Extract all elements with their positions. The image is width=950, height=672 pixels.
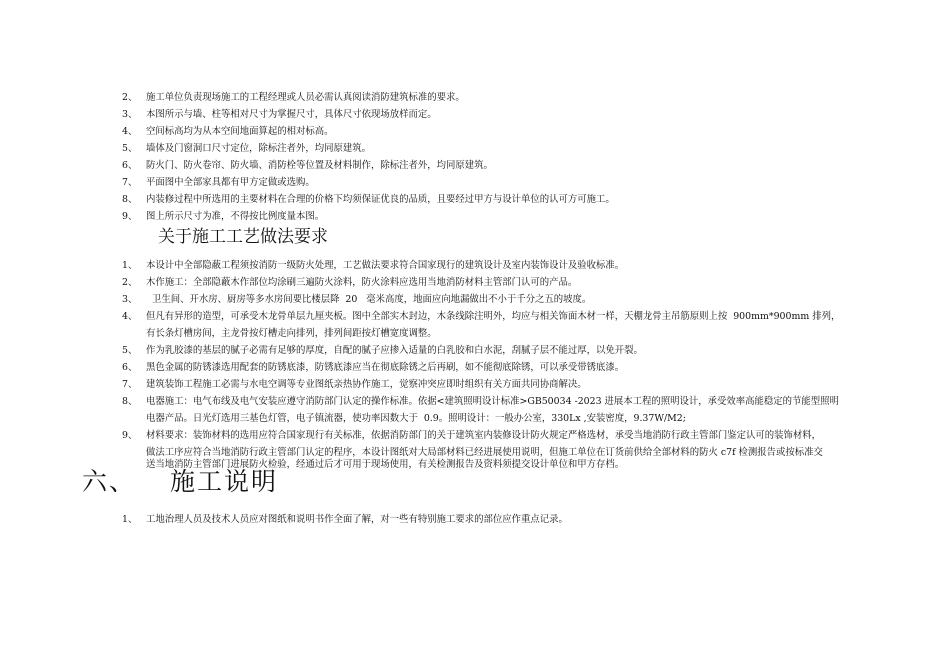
item-text: 但凡有异形的造型，可承受木龙骨单层九厘夹板。图中全部实木封边，木条线除注明外，均应与相关饰面木材一样，天棚龙骨主吊筋原则上按 900mm*900mm 排列， (146, 311, 841, 322)
item-text: 卫生间、开水房、厨房等多水房间要比楼层降 20 毫米高度，地面应向地漏做出不小于千分之五的坡度。 (146, 294, 592, 305)
item-number: 2、 (122, 92, 138, 103)
item-text: 施工单位负责现场施工的工程经理或人员必需认真阅读消防建筑标准的要求。 (146, 92, 465, 103)
item-text: 工地治理人员及技术人员应对图纸和说明书作全面了解，对一些有特别施工要求的部位应作重点记录。 (146, 514, 568, 525)
item-number: 7、 (122, 177, 138, 188)
item-number: 6、 (122, 160, 138, 171)
item-text: 作为乳胶漆的基层的腻子必需有足够的厚度，自配的腻子应掺入适量的白乳胶和白水泥，刮腻子层不能过厚，以免开裂。 (146, 345, 643, 356)
item-text: 墙体及门窗洞口尺寸定位，除标注者外，均同原建筑。 (146, 143, 372, 154)
item-number: 1、 (122, 260, 138, 271)
item-text: 木作施工：全部隐蔽木作部位均涂刷三遍防火涂料，防火涂料应选用当地消防材料主管部门认可的产品。 (146, 277, 578, 288)
item-number: 9、 (122, 211, 138, 222)
item-text: 平面图中全部家具都有甲方定做或选购。 (146, 177, 315, 188)
item-text: 空间标高均为从本空间地面算起的相对标高。 (146, 126, 334, 137)
item-text-continuation: 做法工序应符合当地消防行政主管部门认定的程序，本设计图纸对大局部材料已经进展使用说明，但施工单位在订货前供给全部材料的防火 c7f 检测报告或按标准交 (146, 447, 823, 458)
item-text: 内装修过程中所选用的主要材料在合理的价格下均须保证优良的品质，且要经过甲方与设计单位的认可方可施工。 (146, 194, 615, 205)
item-number: 3、 (122, 294, 138, 305)
item-number: 8、 (122, 396, 138, 407)
item-number: 7、 (122, 379, 138, 390)
item-number: 3、 (122, 109, 138, 120)
item-text-continuation: 送当地消防主管部门进展防火检验，经通过后才可用于现场使用，有关检测报告及资料须提交设计单位和甲方存档。 (146, 459, 625, 470)
item-number: 8、 (122, 194, 138, 205)
item-text: 黑色金属的防锈漆选用配套的防锈底漆，防锈底漆应当在彻底除锈之后再刷，如不能彻底除锈，可以承受带锈底漆。 (146, 362, 625, 373)
item-number: 5、 (122, 143, 138, 154)
item-text: 本图所示与墙、柱等相对尺寸为掌握尺寸，具体尺寸依现场放样而定。 (146, 109, 437, 120)
item-text-continuation: 有长条灯槽房间，主龙骨按灯槽走向排列，排列间距按灯槽宽度调整。 (146, 328, 437, 339)
item-text: 材料要求：装饰材料的选用应符合国家现行有关标准，依据消防部门的关于建筑室内装修设计防火规定严格选材，承受当地消防行政主管部门鉴定认可的装饰材料， (146, 430, 822, 441)
chapter-number: 六、 (82, 467, 137, 496)
item-text-continuation: 电器产品。日光灯选用三基色灯管，电子镇流器，使功率因数大于 0.9。照明设计：一般办公室，330Lx ,安装密度，9.37W/M2; (146, 413, 686, 424)
chapter-title: 施工说明 (170, 467, 279, 496)
item-number: 9、 (122, 430, 138, 441)
item-text: 本设计中全部隐蔽工程须按消防一级防火处理，工艺做法要求符合国家现行的建筑设计及室内装饰设计及验收标准。 (146, 260, 625, 271)
item-text: 图上所示尺寸为准，不得按比例度量本图。 (146, 211, 325, 222)
item-number: 5、 (122, 345, 138, 356)
item-number: 4、 (122, 126, 138, 137)
item-number: 6、 (122, 362, 138, 373)
item-text: 建筑装饰工程施工必需与水电空调等专业图纸亲热协作施工，觉察冲突应即时组织有关方面共同协商解决。 (146, 379, 587, 390)
item-text: 防火门、防火卷帘、防火墙、消防栓等位置及材料制作，除标注者外，均同原建筑。 (146, 160, 493, 171)
item-number: 4、 (122, 311, 138, 322)
item-number: 2、 (122, 277, 138, 288)
section-heading: 关于施工工艺做法要求 (158, 227, 328, 247)
chapter-heading (82, 466, 278, 498)
item-number: 1、 (122, 514, 138, 525)
item-text: 电器施工：电气布线及电气安装应遵守消防部门认定的操作标准。依据<建筑照明设计标准>GB50034 -2023 进展本工程的照明设计，承受效率高能稳定的节能型照明 (146, 396, 839, 407)
